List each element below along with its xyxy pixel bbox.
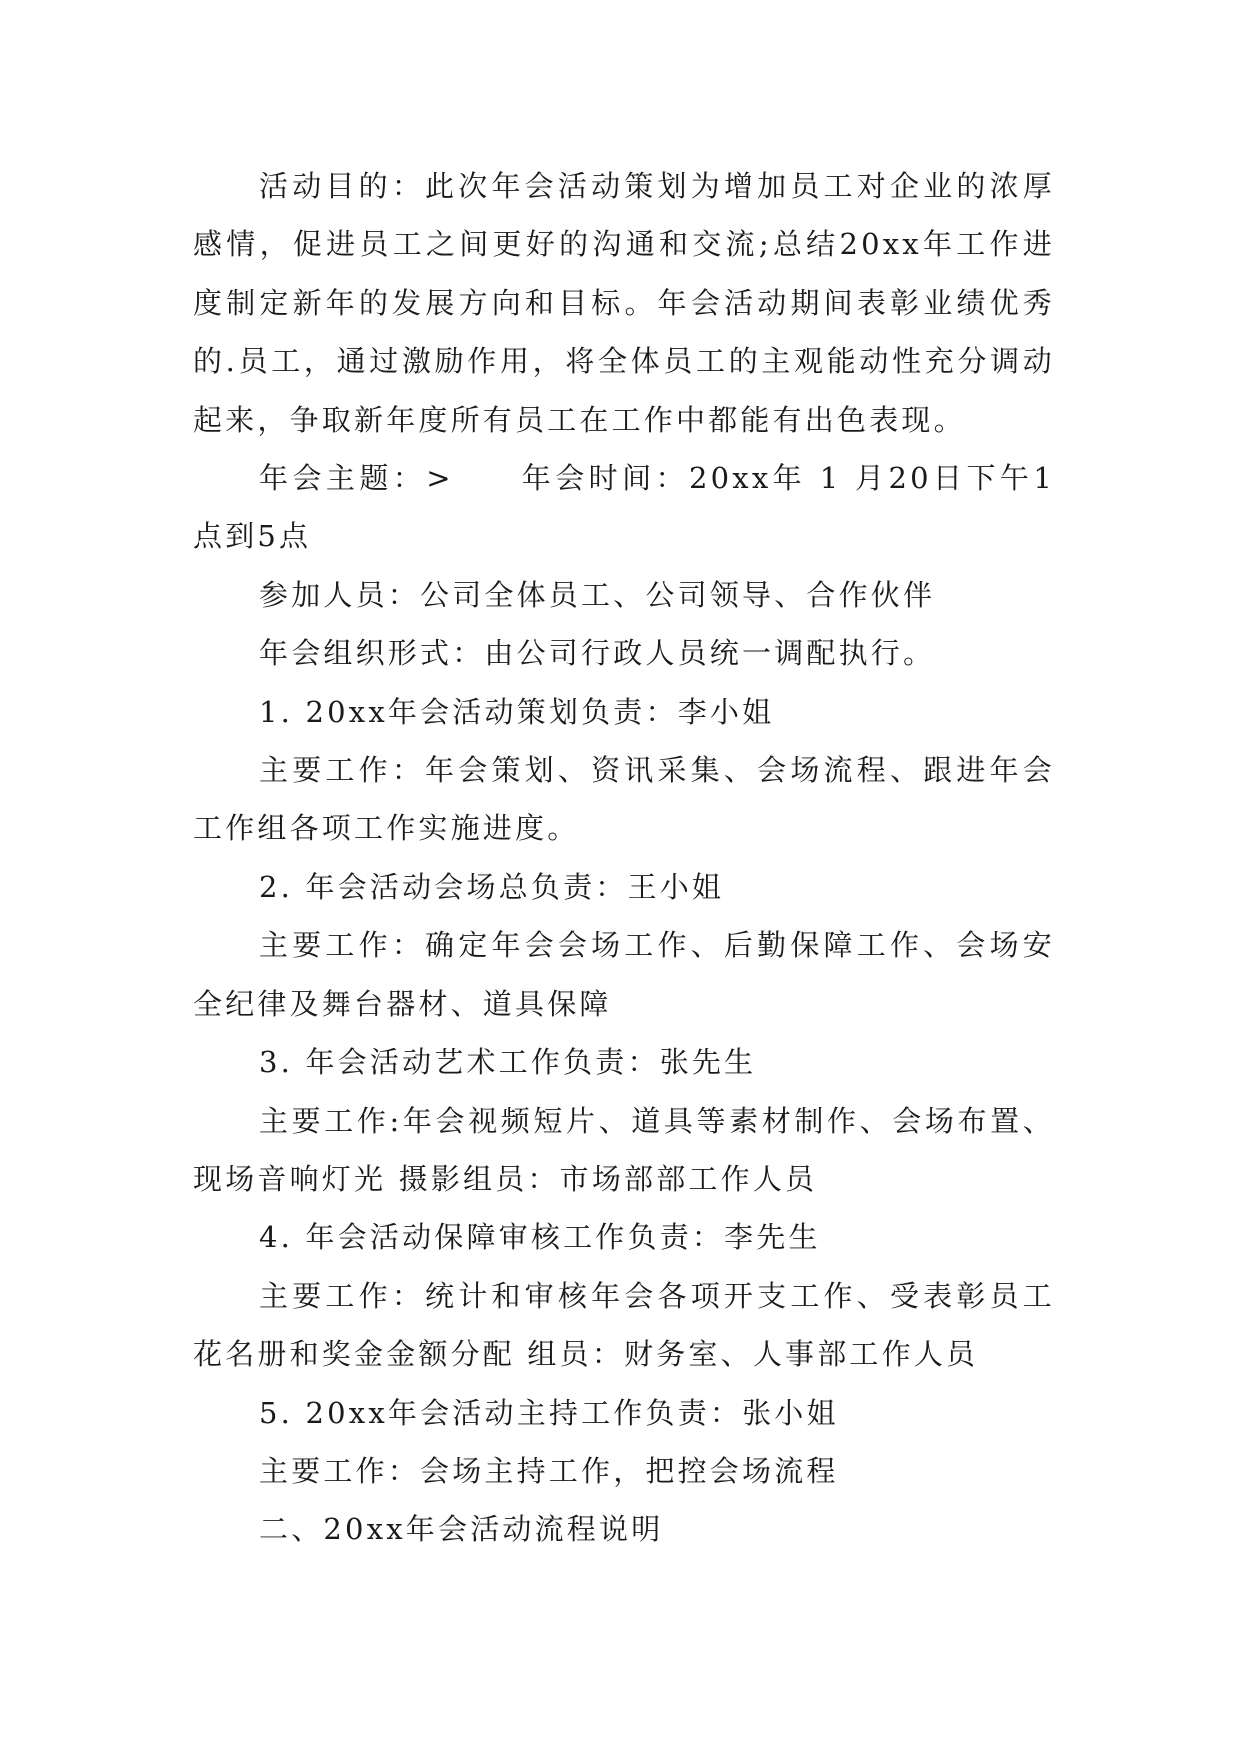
section-heading-process: 二、20xx年会活动流程说明 — [259, 1512, 664, 1547]
paragraph-item-4-duties: 主要工作：统计和审核年会各项开支工作、受表彰员工花名册和奖金金额分配 组员：财务室、人事部工作人员 — [193, 1278, 1055, 1372]
paragraph-item-4-title: 4. 年会活动保障审核工作负责：李先生 — [259, 1220, 821, 1255]
paragraph-item-3-duties: 主要工作:年会视频短片、道具等素材制作、会场布置、现场音响灯光 摄影组员：市场部部工作人员 — [193, 1103, 1055, 1196]
paragraph-item-5-duties: 主要工作：会场主持工作，把控会场流程 — [259, 1453, 839, 1488]
paragraph-item-3-title: 3. 年会活动艺术工作负责：张先生 — [259, 1045, 757, 1080]
paragraph-organization-form: 年会组织形式：由公司行政人员统一调配执行。 — [259, 636, 936, 671]
paragraph-participants: 参加人员：公司全体员工、公司领导、合作伙伴 — [259, 577, 936, 612]
paragraph-item-2-title: 2. 年会活动会场总负责：王小姐 — [259, 869, 725, 904]
paragraph-activity-purpose: 活动目的：此次年会活动策划为增加员工对企业的浓厚感情，促进员工之间更好的沟通和交流;总结20xx年工作进度制定新年的发展方向和目标。年会活动期间表彰业绩优秀的.员工，通过激励作用，将全体员工的主观能动性充分调动起来，争取新年度所有员工在工作中都能有出色表现。 — [193, 169, 1055, 437]
paragraph-item-1-title: 1. 20xx年会活动策划负责：李小姐 — [259, 694, 775, 729]
document-body — [193, 157, 1055, 1559]
paragraph-item-1-duties: 主要工作：年会策划、资讯采集、会场流程、跟进年会工作组各项工作实施进度。 — [193, 753, 1055, 846]
paragraph-item-2-duties: 主要工作：确定年会会场工作、后勤保障工作、会场安全纪律及舞台器材、道具保障 — [193, 928, 1055, 1021]
paragraph-item-5-title: 5. 20xx年会活动主持工作负责：张小姐 — [259, 1395, 839, 1430]
paragraph-theme-and-time: 年会主题：> 年会时间：20xx年 1 月20日下午1点到5点 — [193, 461, 1055, 554]
